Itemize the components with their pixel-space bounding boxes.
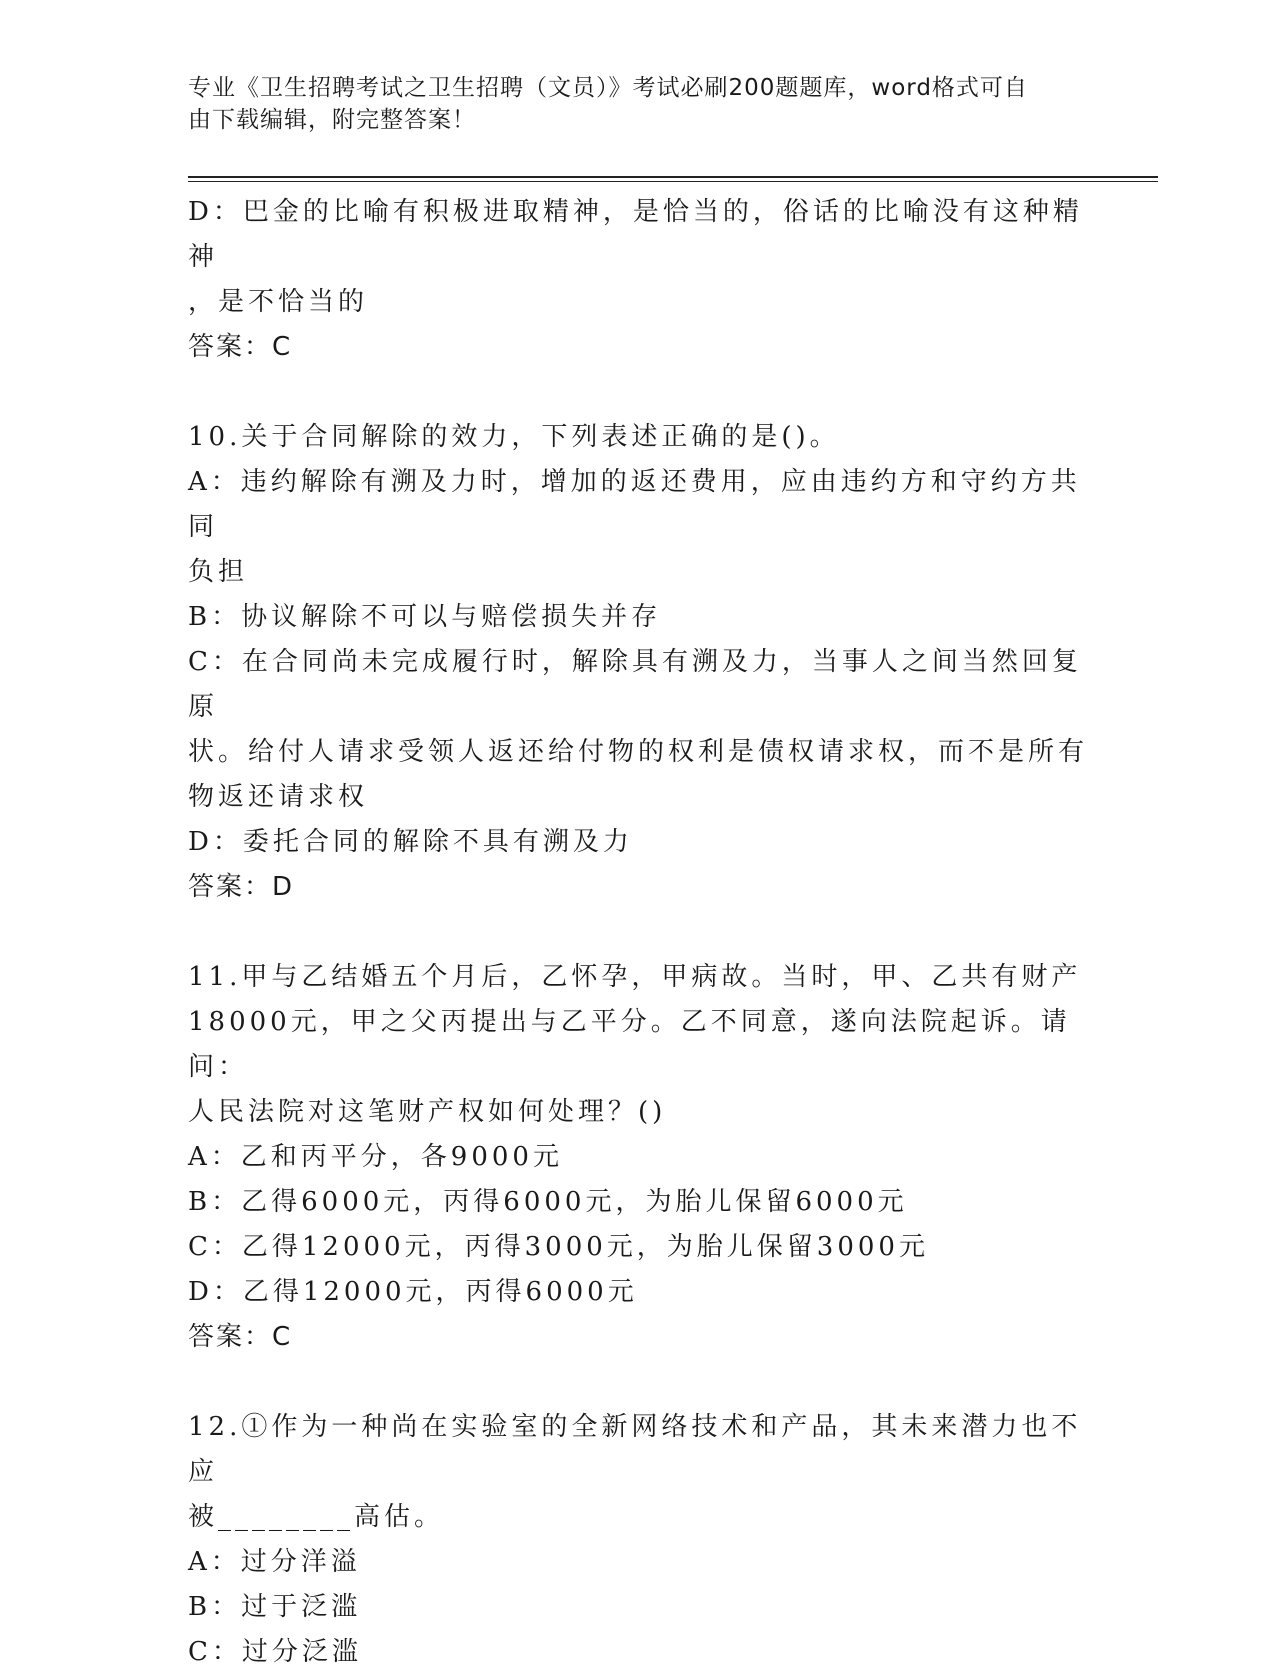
option-c-line-2: 状。给付人请求受领人返还给付物的权利是债权请求权，而不是所有 [188,737,1089,767]
question-stem-line-3: 人民法院对这笔财产权如何处理？() [188,1097,667,1127]
answer: 答案：D [188,872,295,902]
option-b: B：协议解除不可以与赔偿损失并存 [188,602,662,632]
option-b: B：乙得6000元，丙得6000元，为胎儿保留6000元 [188,1187,908,1217]
question-stem-line-2: 18000元，甲之父丙提出与乙平分。乙不同意，遂向法院起诉。请问： [188,1007,1071,1082]
option-b: B：过于泛滥 [188,1592,362,1622]
option-c-line-3: 物返还请求权 [188,782,369,812]
question-stem-line-1: 12.①作为一种尚在实验室的全新网络技术和产品，其未来潜力也不应 [188,1412,1082,1487]
question-stem-line-2: 被________高估。 [188,1502,445,1532]
document-body [188,190,1088,1675]
option-d-line-1: D：巴金的比喻有积极进取精神，是恰当的，俗话的比喻没有这种精神 [188,197,1083,272]
option-c: C：乙得12000元，丙得3000元，为胎儿保留3000元 [188,1232,929,1262]
question-10 [188,415,1088,910]
header-rule-thick [188,176,1158,178]
option-c-line-1: C：在合同尚未完成履行时，解除具有溯及力，当事人之间当然回复原 [188,647,1082,722]
document-header [188,72,1088,136]
option-a: A：乙和丙平分，各9000元 [188,1142,563,1172]
answer: 答案：C [188,332,293,362]
question-stem-line-1: 11.甲与乙结婚五个月后，乙怀孕，甲病故。当时，甲、乙共有财产 [188,962,1082,992]
question-12 [188,1405,1088,1675]
header-rule-thin [188,181,1158,182]
question-11 [188,955,1088,1360]
option-a: A：过分洋溢 [188,1547,361,1577]
option-d-line-2: ，是不恰当的 [188,287,369,317]
answer: 答案：C [188,1322,293,1352]
option-a-line-1: A：违约解除有溯及力时，增加的返还费用，应由违约方和守约方共同 [188,467,1081,542]
question-stem: 10.关于合同解除的效力，下列表述正确的是()。 [188,422,840,452]
option-d: D：乙得12000元，丙得6000元 [188,1277,638,1307]
header-line-1: 专业《卫生招聘考试之卫生招聘（文员）》考试必刷200题题库，word格式可自 [188,75,1028,101]
header-line-2: 由下载编辑，附完整答案！ [188,107,476,133]
option-d: D：委托合同的解除不具有溯及力 [188,827,633,857]
option-a-line-2: 负担 [188,557,249,587]
question-9-tail [188,190,1088,370]
option-c: C：过分泛滥 [188,1637,362,1667]
